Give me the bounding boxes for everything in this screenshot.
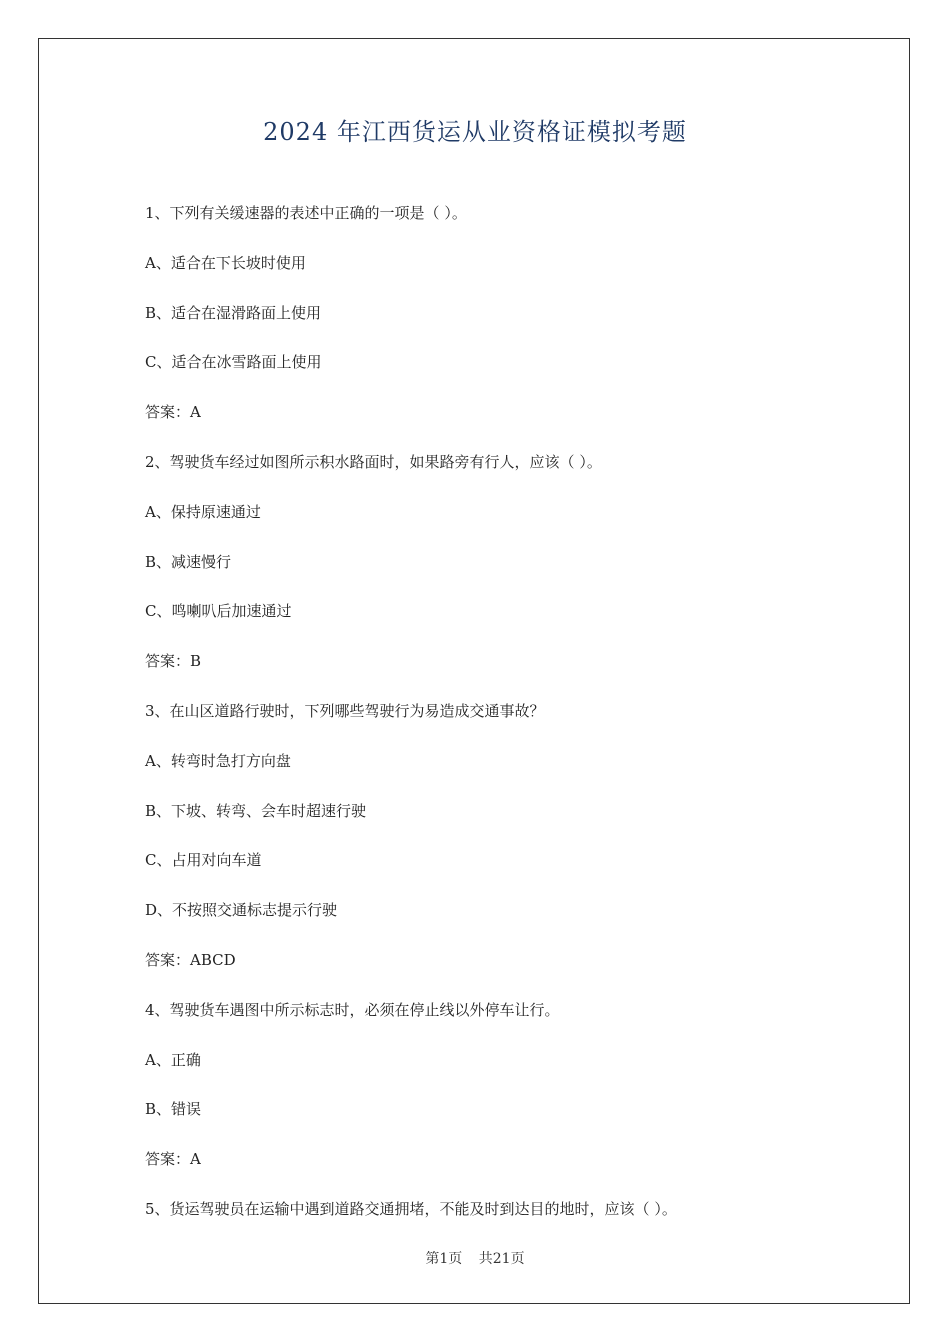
question-2-answer: 答案：B xyxy=(145,652,202,671)
question-4: 4、驾驶货车遇图中所示标志时，必须在停止线以外停车让行。 xyxy=(145,1000,560,1019)
page-number: 第1页 xyxy=(425,1251,463,1267)
question-1-option-a: A、适合在下长坡时使用 xyxy=(145,253,306,272)
page-total: 共21页 xyxy=(478,1251,525,1267)
question-4-option-a: A、正确 xyxy=(145,1050,201,1069)
page-footer xyxy=(0,1248,950,1268)
question-1: 1、下列有关缓速器的表述中正确的一项是（ ）。 xyxy=(145,204,467,222)
document-title: 2024 年江西货运从业资格证模拟考题 xyxy=(263,118,687,146)
question-3-option-c: C、占用对向车道 xyxy=(145,851,262,870)
question-2: 2、驾驶货车经过如图所示积水路面时，如果路旁有行人，应该（ ）。 xyxy=(145,452,602,471)
question-3-option-d: D、不按照交通标志提示行驶 xyxy=(145,901,338,920)
question-2-option-c: C、鸣喇叭后加速通过 xyxy=(145,602,292,621)
question-3: 3、在山区道路行驶时，下列哪些驾驶行为易造成交通事故？ xyxy=(145,701,545,720)
question-2-option-a: A、保持原速通过 xyxy=(145,502,261,521)
question-2-option-b: B、减速慢行 xyxy=(145,552,232,571)
question-3-option-a: A、转弯时急打方向盘 xyxy=(145,751,291,770)
question-5: 5、货运驾驶员在运输中遇到道路交通拥堵，不能及时到达目的地时，应该（ ）。 xyxy=(145,1199,677,1218)
question-1-option-b: B、适合在湿滑路面上使用 xyxy=(145,303,322,322)
question-list xyxy=(145,202,845,1248)
question-1-option-c: C、适合在冰雪路面上使用 xyxy=(145,353,322,372)
question-3-option-b: B、下坡、转弯、会车时超速行驶 xyxy=(145,801,367,820)
question-1-answer: 答案：A xyxy=(145,403,201,422)
question-3-answer: 答案：ABCD xyxy=(145,950,236,969)
question-4-option-b: B、错误 xyxy=(145,1100,202,1119)
question-4-answer: 答案：A xyxy=(145,1150,201,1169)
